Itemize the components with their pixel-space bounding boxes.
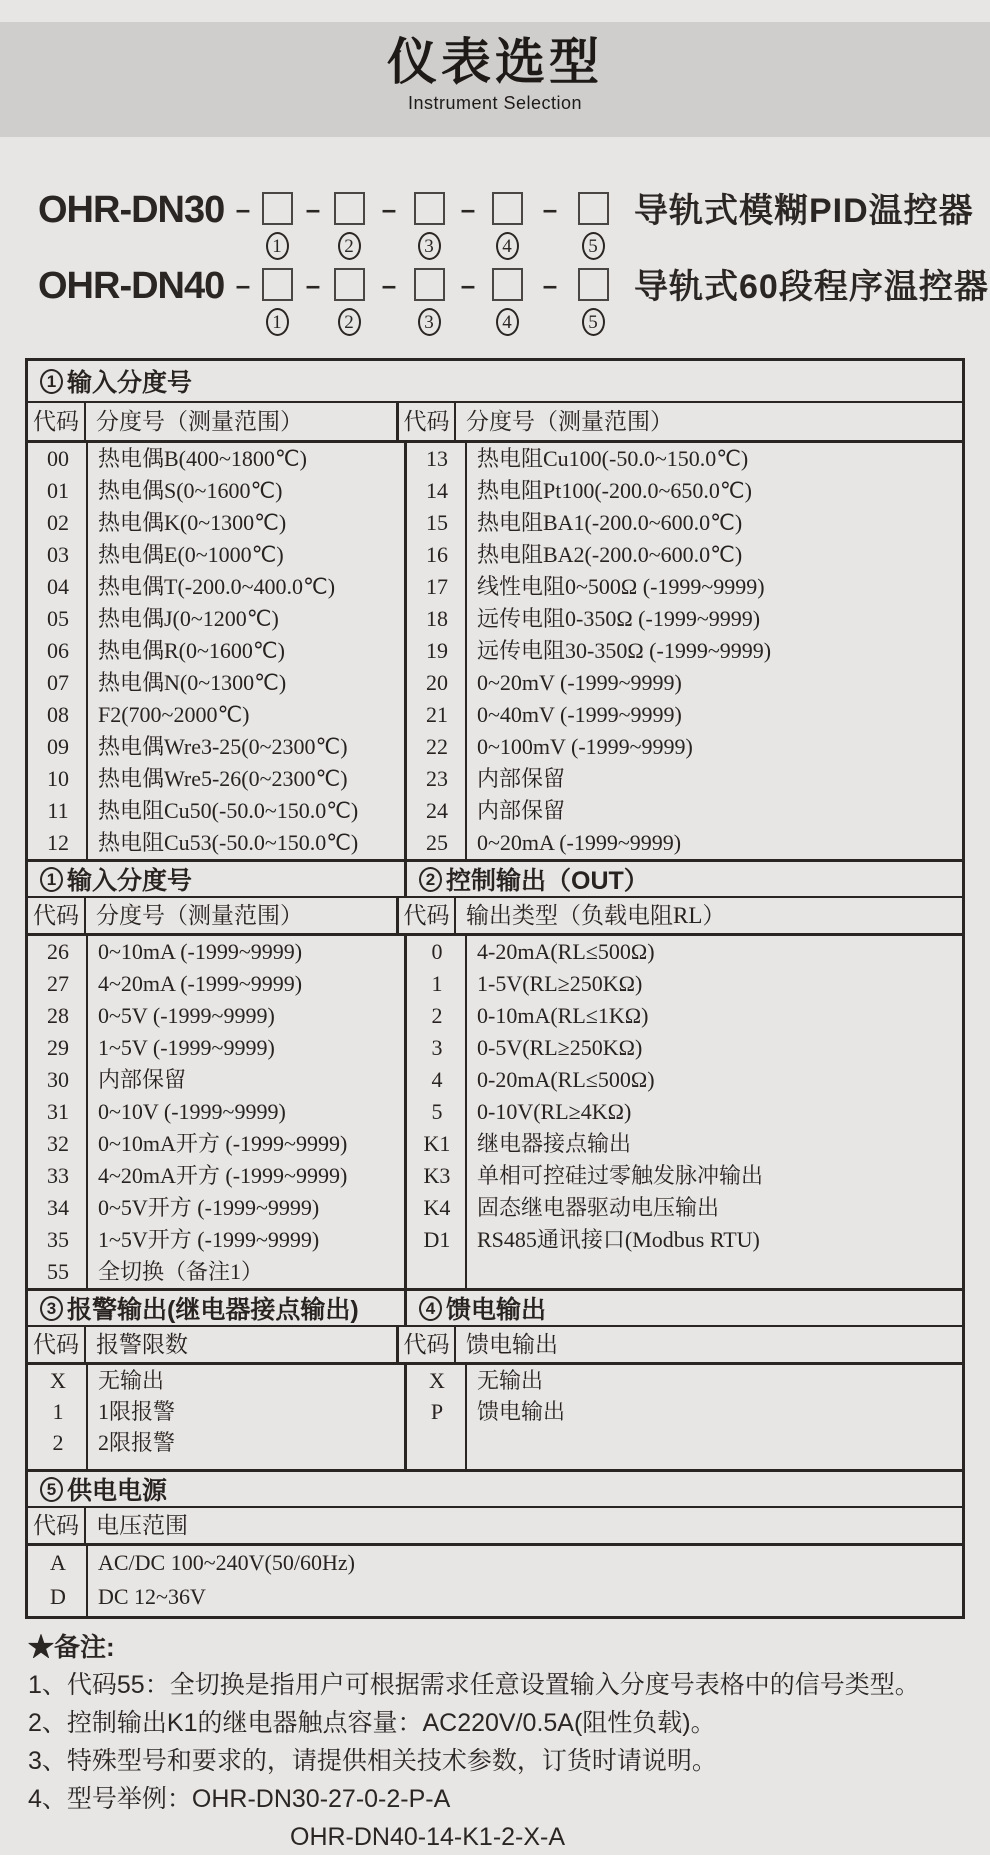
column-header-output-type: 输出类型（负载电阻RL） xyxy=(466,902,726,928)
position-number-badge: 5 xyxy=(582,232,605,260)
model-name: OHR-DN40 xyxy=(38,265,225,307)
table-row xyxy=(407,827,962,859)
section-number-icon: 5 xyxy=(40,1477,63,1502)
desc-cell: 0~10mA (-1999~9999) xyxy=(98,939,303,964)
table-row xyxy=(407,1160,962,1192)
desc-cell: 单相可控硅过零触发脉冲输出 xyxy=(477,1163,764,1188)
table-row xyxy=(28,443,404,475)
table-row xyxy=(407,763,962,795)
table-row xyxy=(407,1396,962,1427)
code-cell: 3 xyxy=(431,1035,443,1060)
code-cell: 17 xyxy=(426,574,448,599)
code-cell: 4 xyxy=(431,1067,443,1092)
desc-cell: F2(700~2000℃) xyxy=(98,702,250,727)
desc-cell: AC/DC 100~240V(50/60Hz) xyxy=(98,1550,355,1575)
desc-cell: 热电阻Cu100(-50.0~150.0℃) xyxy=(477,446,749,471)
dash-separator: – xyxy=(305,270,321,300)
section-4-feed-output-header xyxy=(404,1291,962,1325)
desc-cell: 热电偶S(0~1600℃) xyxy=(98,478,283,503)
desc-cell: DC 12~36V xyxy=(98,1584,206,1609)
table-row xyxy=(407,699,962,731)
section-5-header xyxy=(28,1469,962,1508)
column-header-code: 代码 xyxy=(28,403,86,440)
code-box xyxy=(262,268,293,301)
section-5-data xyxy=(28,1546,962,1616)
model-line-ohr-dn30 xyxy=(38,189,974,260)
desc-cell: 内部保留 xyxy=(477,766,566,791)
code-cell: 32 xyxy=(47,1131,69,1156)
desc-cell: 继电器接点输出 xyxy=(477,1131,632,1156)
code-slot-1 xyxy=(260,192,294,260)
desc-cell: 0~10mA开方 (-1999~9999) xyxy=(98,1131,348,1156)
code-cell: 27 xyxy=(47,971,69,996)
table-row xyxy=(407,1224,962,1256)
remark-item-4-example-2: OHR-DN40-14-K1-2-X-A xyxy=(290,1823,566,1851)
table-row xyxy=(407,1000,962,1032)
table-row xyxy=(28,1365,404,1396)
desc-cell: 0~5V (-1999~9999) xyxy=(98,1003,275,1028)
table-row xyxy=(28,1032,404,1064)
desc-cell: 内部保留 xyxy=(98,1067,187,1092)
code-cell: 06 xyxy=(47,638,69,663)
desc-cell: 热电偶T(-200.0~400.0℃) xyxy=(98,574,336,599)
code-cell: 2 xyxy=(52,1430,64,1455)
desc-cell: 0-20mA(RL≤500Ω) xyxy=(477,1067,655,1092)
code-cell: 18 xyxy=(426,606,448,631)
desc-cell: 2限报警 xyxy=(98,1430,176,1455)
code-slot-1 xyxy=(260,268,294,336)
code-cell: 01 xyxy=(47,478,69,503)
model-name: OHR-DN30 xyxy=(38,189,225,231)
desc-cell: 热电阻Cu53(-50.0~150.0℃) xyxy=(98,830,359,855)
model-description: 导轨式模糊PID温控器 xyxy=(634,192,974,230)
table-row xyxy=(407,1096,962,1128)
code-cell: 21 xyxy=(426,702,448,727)
code-box xyxy=(414,268,445,301)
desc-cell: RS485通讯接口(Modbus RTU) xyxy=(477,1227,760,1252)
column-header-alarm-limits: 报警限数 xyxy=(86,1327,399,1362)
section-title: 输入分度号 xyxy=(67,867,193,895)
table-row xyxy=(28,1427,404,1458)
code-cell: 03 xyxy=(47,542,69,567)
code-cell: 30 xyxy=(47,1067,69,1092)
desc-cell: 1~5V开方 (-1999~9999) xyxy=(98,1227,320,1252)
section-number-icon: 1 xyxy=(40,369,63,394)
section-3-4-data xyxy=(28,1365,962,1469)
section-3-rows xyxy=(28,1365,404,1469)
table-row xyxy=(28,475,404,507)
table-row xyxy=(28,1192,404,1224)
code-slot-5 xyxy=(576,268,610,336)
section-number-icon: 2 xyxy=(419,867,442,892)
table-row xyxy=(28,1580,962,1614)
page-header xyxy=(0,22,990,137)
code-cell: 15 xyxy=(426,510,448,535)
page-title: 仪表选型 xyxy=(387,34,603,90)
code-cell: A xyxy=(50,1550,66,1575)
code-box xyxy=(492,268,523,301)
code-cell: 35 xyxy=(47,1227,69,1252)
table-row xyxy=(407,968,962,1000)
table-row xyxy=(28,1546,962,1580)
desc-cell: 0~100mV (-1999~9999) xyxy=(477,734,693,759)
table-row xyxy=(407,571,962,603)
desc-cell: 0-10mA(RL≤1KΩ) xyxy=(477,1003,649,1028)
table-row xyxy=(28,968,404,1000)
section-1-continued-header xyxy=(28,862,404,896)
code-cell: 19 xyxy=(426,638,448,663)
code-cell: 2 xyxy=(431,1003,443,1028)
dash-separator: – xyxy=(381,270,397,300)
dash-separator: – xyxy=(542,194,558,224)
section-1-right-rows xyxy=(404,443,962,859)
column-header-code: 代码 xyxy=(399,898,456,933)
section-title: 供电电源 xyxy=(67,1477,168,1505)
section-4-rows xyxy=(404,1365,962,1469)
code-box xyxy=(262,192,293,225)
code-cell: 1 xyxy=(52,1399,64,1424)
table-row xyxy=(28,827,404,859)
desc-cell: 0-10V(RL≥4KΩ) xyxy=(477,1099,632,1124)
dash-separator: – xyxy=(460,270,476,300)
table-row xyxy=(28,699,404,731)
code-box xyxy=(334,268,365,301)
code-slot-5 xyxy=(576,192,610,260)
desc-cell: 1-5V(RL≥250KΩ) xyxy=(477,971,643,996)
table-row xyxy=(28,763,404,795)
section-2-header xyxy=(28,859,962,898)
desc-cell: 线性电阻0~500Ω (-1999~9999) xyxy=(477,574,765,599)
table-row xyxy=(407,667,962,699)
selection-table xyxy=(25,358,965,1619)
desc-cell: 1限报警 xyxy=(98,1399,176,1424)
section-3-4-header xyxy=(28,1288,962,1327)
desc-cell: 0~5V开方 (-1999~9999) xyxy=(98,1195,320,1220)
desc-cell: 0~40mV (-1999~9999) xyxy=(477,702,682,727)
code-cell: 09 xyxy=(47,734,69,759)
code-slot-3 xyxy=(412,192,446,260)
table-row xyxy=(407,635,962,667)
code-cell: 1 xyxy=(431,971,443,996)
dash-separator: – xyxy=(381,194,397,224)
code-box xyxy=(578,268,609,301)
desc-cell: 热电阻BA2(-200.0~600.0℃) xyxy=(477,542,743,567)
table-row xyxy=(407,603,962,635)
section-2-control-output-header xyxy=(404,862,962,896)
table-row xyxy=(28,571,404,603)
code-cell: P xyxy=(430,1399,444,1424)
section-1-column-headers xyxy=(28,403,962,443)
desc-cell: 远传电阻0-350Ω (-1999~9999) xyxy=(477,606,761,631)
code-slot-4 xyxy=(490,192,524,260)
desc-cell: 无输出 xyxy=(98,1368,165,1393)
code-cell: 34 xyxy=(47,1195,69,1220)
code-cell: 25 xyxy=(426,830,448,855)
position-number-badge: 1 xyxy=(266,232,289,260)
code-cell: X xyxy=(50,1368,66,1393)
table-row xyxy=(407,539,962,571)
section-title: 控制输出（OUT） xyxy=(446,867,649,895)
table-row xyxy=(28,667,404,699)
table-row xyxy=(28,1128,404,1160)
remarks-section xyxy=(28,1628,963,1855)
model-description: 导轨式60段程序温控器 xyxy=(634,268,989,306)
table-row xyxy=(28,507,404,539)
code-cell: 08 xyxy=(47,702,69,727)
position-number-badge: 3 xyxy=(418,308,441,336)
code-cell: 55 xyxy=(47,1259,69,1284)
desc-cell: 馈电输出 xyxy=(477,1399,566,1424)
dash-separator: – xyxy=(542,270,558,300)
column-header-range: 分度号（测量范围） xyxy=(86,898,399,933)
remark-item-3: 3、特殊型号和要求的，请提供相关技术参数，订货时请说明。 xyxy=(28,1747,717,1775)
code-cell: 13 xyxy=(426,446,448,471)
section-1-left-rows xyxy=(28,443,404,859)
desc-cell: 热电偶J(0~1200℃) xyxy=(98,606,279,631)
table-row xyxy=(28,603,404,635)
desc-cell: 4~20mA开方 (-1999~9999) xyxy=(98,1163,348,1188)
position-number-badge: 3 xyxy=(418,232,441,260)
code-cell: 00 xyxy=(47,446,69,471)
table-row xyxy=(407,1064,962,1096)
column-header-code: 代码 xyxy=(399,403,456,440)
table-row xyxy=(28,1000,404,1032)
code-slot-2 xyxy=(332,268,366,336)
desc-cell: 热电偶N(0~1300℃) xyxy=(98,670,287,695)
code-cell: 12 xyxy=(47,830,69,855)
table-row xyxy=(28,635,404,667)
desc-cell: 远传电阻30-350Ω (-1999~9999) xyxy=(477,638,772,663)
code-cell: 05 xyxy=(47,606,69,631)
column-header-code: 代码 xyxy=(399,1327,456,1362)
code-cell: 29 xyxy=(47,1035,69,1060)
table-row xyxy=(28,936,404,968)
code-cell: 14 xyxy=(426,478,448,503)
table-row xyxy=(407,475,962,507)
desc-cell: 4-20mA(RL≤500Ω) xyxy=(477,939,655,964)
table-row xyxy=(407,1128,962,1160)
remarks-title: ★备注: xyxy=(28,1632,115,1662)
code-cell: K3 xyxy=(423,1163,451,1188)
position-number-badge: 5 xyxy=(582,308,605,336)
code-box xyxy=(414,192,445,225)
section-1-data xyxy=(28,443,962,859)
dash-separator: – xyxy=(235,194,251,224)
desc-cell: 固态继电器驱动电压输出 xyxy=(477,1195,720,1220)
code-slot-3 xyxy=(412,268,446,336)
desc-cell: 无输出 xyxy=(477,1368,544,1393)
desc-cell: 0~10V (-1999~9999) xyxy=(98,1099,286,1124)
desc-cell: 内部保留 xyxy=(477,798,566,823)
table-row xyxy=(28,1064,404,1096)
code-cell: 22 xyxy=(426,734,448,759)
desc-cell: 热电阻Cu50(-50.0~150.0℃) xyxy=(98,798,359,823)
code-cell: 28 xyxy=(47,1003,69,1028)
code-cell: K4 xyxy=(423,1195,451,1220)
code-cell: 26 xyxy=(47,939,69,964)
table-row xyxy=(407,936,962,968)
code-cell: D xyxy=(50,1584,66,1609)
code-cell: 16 xyxy=(426,542,448,567)
section-2-data xyxy=(28,936,962,1288)
dash-separator: – xyxy=(305,194,321,224)
remark-item-2: 2、控制输出K1的继电器触点容量：AC220V/0.5A(阻性负载)。 xyxy=(28,1709,716,1737)
section-5-column-headers xyxy=(28,1508,962,1546)
section-3-4-column-headers xyxy=(28,1327,962,1365)
column-header-range: 分度号（测量范围） xyxy=(86,403,399,440)
section-5-rows xyxy=(28,1546,962,1616)
section-3-alarm-output-header xyxy=(28,1291,404,1325)
table-row xyxy=(407,507,962,539)
code-box xyxy=(578,192,609,225)
desc-cell: 热电偶R(0~1600℃) xyxy=(98,638,285,663)
table-row xyxy=(28,1256,404,1288)
section-title: 馈电输出 xyxy=(446,1296,547,1324)
code-cell: 33 xyxy=(47,1163,69,1188)
code-slot-2 xyxy=(332,192,366,260)
desc-cell: 热电偶B(400~1800℃) xyxy=(98,446,307,471)
desc-cell: 热电偶Wre3-25(0~2300℃) xyxy=(98,734,348,759)
position-number-badge: 2 xyxy=(338,232,361,260)
table-row xyxy=(407,1365,962,1396)
table-row xyxy=(407,1192,962,1224)
position-number-badge: 2 xyxy=(338,308,361,336)
code-cell: 0 xyxy=(431,939,443,964)
code-cell: 02 xyxy=(47,510,69,535)
code-slot-4 xyxy=(490,268,524,336)
remark-item-1: 1、代码55：全切换是指用户可根据需求任意设置输入分度号表格中的信号类型。 xyxy=(28,1671,920,1699)
section-1-header xyxy=(28,361,962,403)
code-cell: 24 xyxy=(426,798,448,823)
code-cell: 23 xyxy=(426,766,448,791)
table-row xyxy=(28,795,404,827)
table-row xyxy=(28,1160,404,1192)
page-subtitle: Instrument Selection xyxy=(407,93,583,113)
desc-cell: 热电偶Wre5-26(0~2300℃) xyxy=(98,766,348,791)
code-cell: 5 xyxy=(431,1099,443,1124)
code-cell: D1 xyxy=(423,1227,451,1252)
section-2-right-rows xyxy=(404,936,962,1288)
column-header-code: 代码 xyxy=(28,1327,86,1362)
desc-cell: 4~20mA (-1999~9999) xyxy=(98,971,303,996)
table-row xyxy=(28,1096,404,1128)
section-number-icon: 1 xyxy=(40,867,63,892)
code-cell: 07 xyxy=(47,670,69,695)
code-cell: 10 xyxy=(47,766,69,791)
column-header-range: 分度号（测量范围） xyxy=(466,408,673,434)
table-row xyxy=(28,1396,404,1427)
section-number-icon: 4 xyxy=(419,1296,442,1321)
table-row xyxy=(28,539,404,571)
column-header-code: 代码 xyxy=(28,1508,86,1543)
dash-separator: – xyxy=(460,194,476,224)
desc-cell: 全切换（备注1） xyxy=(98,1259,264,1284)
desc-cell: 0~20mV (-1999~9999) xyxy=(477,670,682,695)
code-cell: K1 xyxy=(423,1131,451,1156)
column-header-code: 代码 xyxy=(28,898,86,933)
desc-cell: 0-5V(RL≥250KΩ) xyxy=(477,1035,643,1060)
code-cell: 31 xyxy=(47,1099,69,1124)
table-row xyxy=(407,795,962,827)
desc-cell: 热电阻BA1(-200.0~600.0℃) xyxy=(477,510,743,535)
column-header-feed-output: 馈电输出 xyxy=(466,1331,558,1357)
table-row xyxy=(407,1032,962,1064)
code-cell: 20 xyxy=(426,670,448,695)
section-title: 输入分度号 xyxy=(67,369,193,397)
section-number-icon: 3 xyxy=(40,1296,63,1321)
position-number-badge: 4 xyxy=(496,232,519,260)
code-box xyxy=(492,192,523,225)
column-header-voltage-range: 电压范围 xyxy=(96,1512,188,1538)
position-number-badge: 4 xyxy=(496,308,519,336)
code-cell: 04 xyxy=(47,574,69,599)
desc-cell: 热电偶K(0~1300℃) xyxy=(98,510,287,535)
position-number-badge: 1 xyxy=(266,308,289,336)
table-row xyxy=(407,731,962,763)
code-cell: 11 xyxy=(47,798,69,823)
dash-separator: – xyxy=(235,270,251,300)
code-box xyxy=(334,192,365,225)
section-title: 报警输出(继电器接点输出) xyxy=(67,1296,359,1324)
table-row xyxy=(28,1224,404,1256)
desc-cell: 热电偶E(0~1000℃) xyxy=(98,542,284,567)
remark-item-4: 4、型号举例：OHR-DN30-27-0-2-P-A xyxy=(28,1785,451,1813)
table-row xyxy=(28,731,404,763)
desc-cell: 1~5V (-1999~9999) xyxy=(98,1035,275,1060)
table-row xyxy=(407,443,962,475)
code-cell: X xyxy=(429,1368,445,1393)
desc-cell: 热电阻Pt100(-200.0~650.0℃) xyxy=(477,478,752,503)
section-5-power-supply-header xyxy=(28,1472,167,1506)
model-line-ohr-dn40 xyxy=(38,265,989,336)
desc-cell: 0~20mA (-1999~9999) xyxy=(477,830,682,855)
section-2-left-rows xyxy=(28,936,404,1288)
section-2-column-headers xyxy=(28,898,962,936)
